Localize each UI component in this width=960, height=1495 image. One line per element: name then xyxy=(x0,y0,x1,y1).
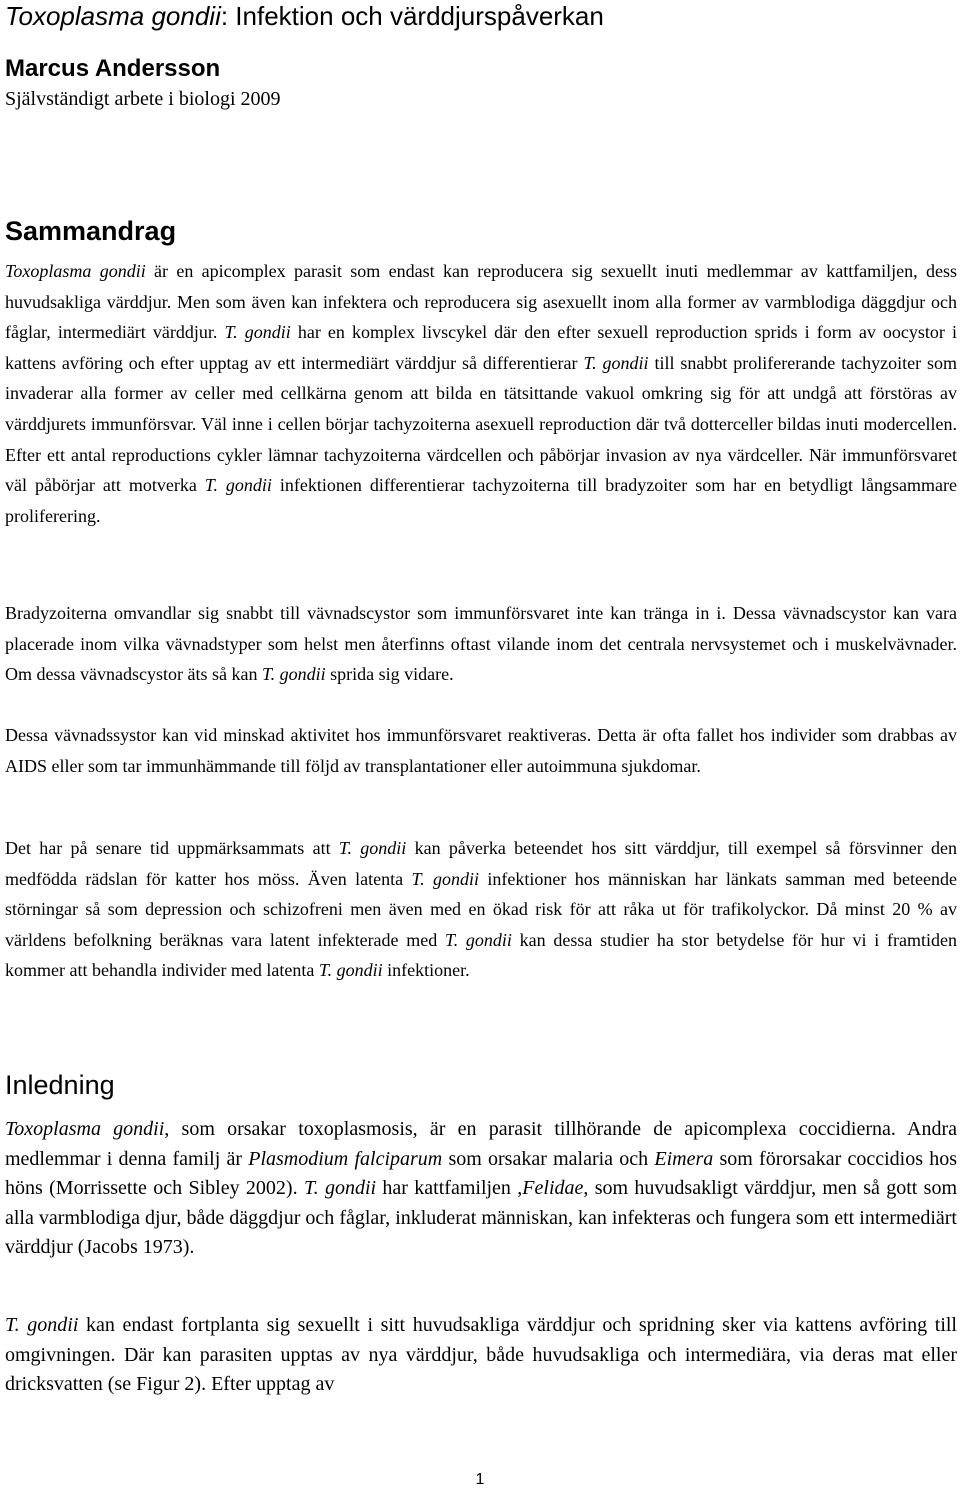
text-run: kan endast fortplanta sig sexuellt i sitt huvudsakliga värddjur och spridning sker via kattens avföring till omgivningen. Där kan parasiten upptas av nya värddjur, både huvudsakliga och intermediära, via deras mat eller dricksvatten (se Figur 2). Efter upptag av xyxy=(5,1314,957,1395)
italic-term: Eimera xyxy=(654,1147,714,1170)
text-run: är en apicomplex parasit som endast kan reproducera sig sexuellt inuti medlemmar av kattfamiljen, dess huvudsakliga värddjur. Men som även kan infektera och reproducera sig asexuellt inom alla former av varmblodiga däggdjur och fåglar, intermediärt värddjur. xyxy=(5,261,958,343)
text-run: , som huvudsakligt värddjur, men så gott som alla varmblodiga djur, både däggdjur och fåglar, inkluderat människan, kan infekteras och fungera som ett intermediärt värddjur (Jacobs 1973). xyxy=(5,1177,958,1258)
text-run: infektioner hos människan har länkats samman med beteende störningar så som depression och schizofreni men även med en ökad risk för att råka ut för trafikolyckor. Då minst 20 % av världens befolkning beräknas vara latent infekterade med xyxy=(5,868,957,950)
paragraph xyxy=(5,598,957,690)
text-run: kan dessa studier ha stor betydelse för hur vi i framtiden kommer att behandla individer med latenta xyxy=(5,929,957,981)
document-title-species: Toxoplasma gondii xyxy=(5,1,221,31)
italic-term: Felidae xyxy=(522,1177,584,1199)
italic-term: T. gondii xyxy=(445,929,512,950)
paragraph xyxy=(5,833,957,986)
text-run: Dessa vävnadssystor kan vid minskad aktivitet hos immunförsvaret reaktiveras. Detta är ofta fallet hos individer som drabbas av AIDS eller som tar immunhämmande till följd av transplantationer eller autoimmuna sjukdomar. xyxy=(5,725,957,776)
author-name: Marcus Andersson xyxy=(5,55,221,82)
italic-term: T. gondii xyxy=(318,960,383,981)
italic-term: Toxoplasma gondii xyxy=(5,261,146,281)
italic-term: T. gondii xyxy=(411,868,480,889)
text-run: infektioner. xyxy=(382,960,470,981)
document-subtitle: Självständigt arbete i biologi 2009 xyxy=(5,88,281,110)
italic-term: T. gondii xyxy=(583,352,649,373)
document-title-rest: : Infektion och värddjurspåverkan xyxy=(220,1,604,31)
text-run: har kattfamiljen , xyxy=(376,1177,523,1199)
italic-term: T. gondii xyxy=(224,322,291,343)
text-run: , som orsakar toxoplasmosis, är en parasit tillhörande de apicomplexa coccidierna. Andra medlemmar i denna familj är xyxy=(5,1118,957,1170)
paragraph xyxy=(5,720,957,781)
text-run: Bradyzoiterna omvandlar sig snabbt till vävnadscystor som immunförsvaret inte kan tränga in i. Dessa vävnadscystor kan vara placerade inom vilka vävnadstyper som helst men återfinns oftast vilande inom det centrala nervsystemet och i muskelvävnader. Om dessa vävnadscystor äts så kan xyxy=(5,603,957,685)
italic-term: Toxoplasma gondii xyxy=(5,1118,165,1140)
italic-term: T. gondii xyxy=(338,838,407,858)
italic-term: T. gondii xyxy=(204,475,272,496)
text-run: Det har på senare tid uppmärksammats att xyxy=(5,838,339,858)
italic-term: T. gondii xyxy=(261,664,326,685)
paragraph xyxy=(5,256,957,531)
text-run: som förorsakar coccidios hos höns (Morrissette och Sibley 2002). xyxy=(5,1147,957,1199)
text-run: kan påverka beteendet hos sitt värddjur, till exempel så försvinner den medfödda rädslan för katter hos möss. Även latenta xyxy=(5,838,957,889)
text-run: sprida sig vidare. xyxy=(325,664,454,685)
section-heading-inledning: Inledning xyxy=(5,1070,115,1100)
page-number: 1 xyxy=(475,1471,485,1488)
text-run: har en komplex livscykel där den efter sexuell reproduction sprids i form av oocystor i kattens avföring och efter upptag av ett intermediärt värddjur så differentierar xyxy=(5,322,957,373)
section-heading-sammandrag: Sammandrag xyxy=(5,216,177,246)
text-run: till snabbt prolifererande tachyzoiter som invaderar alla former av celler med cellkärna genom att bilda en tätsittande vakuol omkring sig för att undgå att förstöras av värddjurets immunförsvar. Väl inne i cellen börjar tachyzoiterna asexuell reproduction där två dotterceller bildas inuti modercellen. Efter ett antal reproductions cykler lämnar tachyzoiterna värdcellen och påbörjar invasion av nya värdceller. När immunförsvaret väl påbörjar att motverka xyxy=(5,352,957,496)
italic-term: Plasmodium falciparum xyxy=(248,1147,443,1170)
paragraph xyxy=(5,1115,957,1263)
paragraph xyxy=(5,1311,957,1400)
italic-term: T. gondii xyxy=(5,1314,79,1336)
text-run: infektionen differentierar tachyzoiterna till bradyzoiter som har en betydligt långsammare proliferering. xyxy=(5,475,957,526)
text-run: som orsakar malaria och xyxy=(442,1147,655,1170)
italic-term: T. gondii xyxy=(303,1177,377,1199)
document-title xyxy=(5,0,604,32)
